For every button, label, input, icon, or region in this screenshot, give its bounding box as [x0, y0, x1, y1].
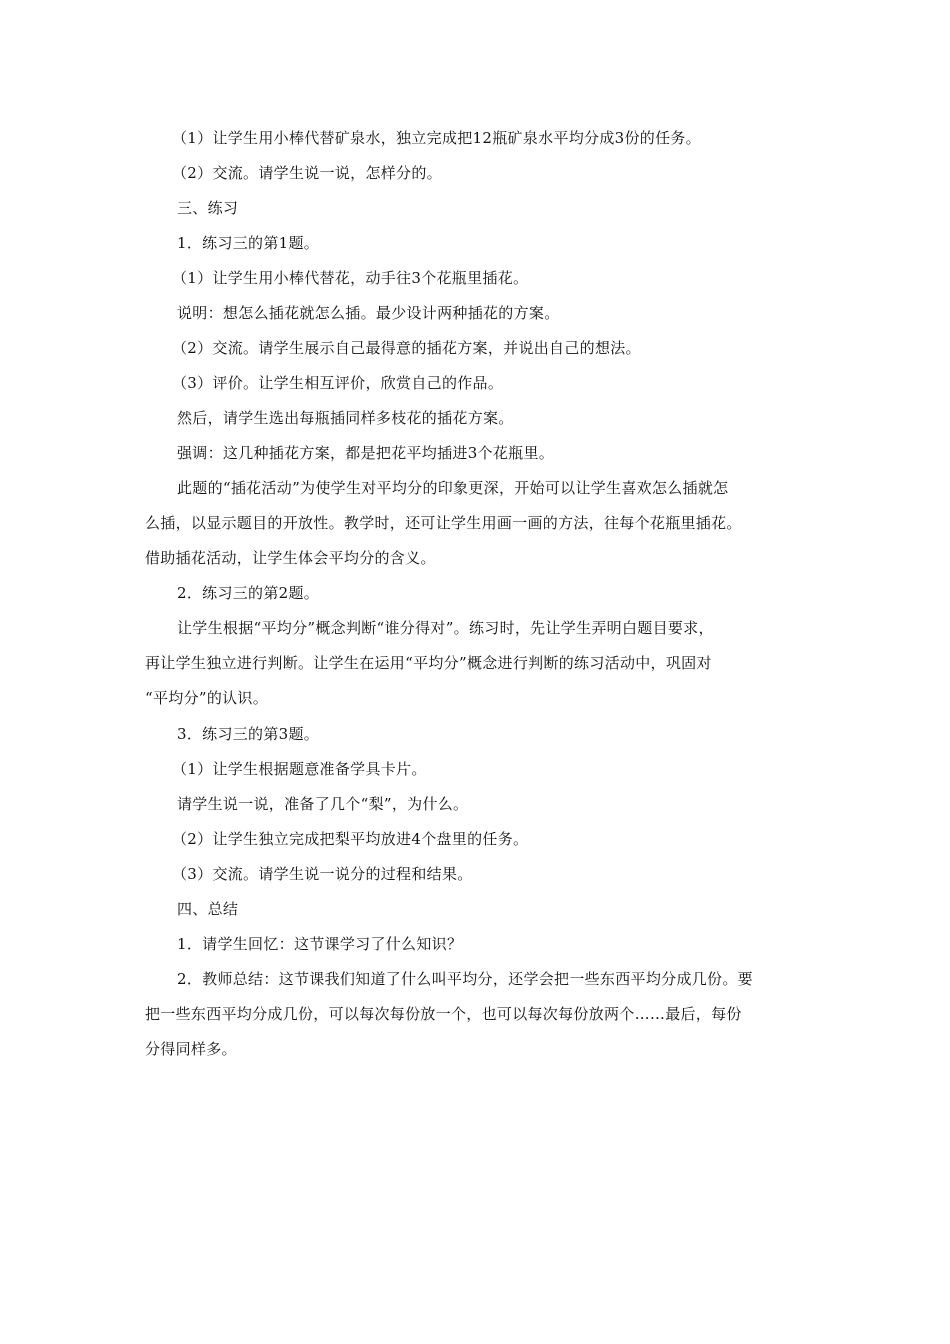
paragraph-line: 然后，请学生选出每瓶插同样多枝花的插花方案。 [177, 409, 514, 427]
paragraph-line: （3）评价。让学生相互评价，欣赏自己的作品。 [172, 374, 504, 392]
paragraph-line: 说明：想怎么插花就怎么插。最少设计两种插花的方案。 [177, 304, 560, 322]
paragraph-line: 借助插花活动，让学生体会平均分的含义。 [145, 549, 436, 567]
paragraph-line: （2）让学生独立完成把梨平均放进4个盘里的任务。 [172, 830, 529, 848]
paragraph-line: “平均分”的认识。 [145, 689, 269, 707]
paragraph-line: （1）让学生用小棒代替矿泉水，独立完成把12瓶矿泉水平均分成3份的任务。 [172, 129, 701, 147]
paragraph-line: 请学生说一说，准备了几个“梨”，为什么。 [177, 795, 469, 813]
paragraph-line: 2．教师总结：这节课我们知道了什么叫平均分，还学会把一些东西平均分成几份。要 [177, 970, 753, 988]
paragraph-line: 再让学生独立进行判断。让学生在运用“平均分”概念进行判断的练习活动中，巩固对 [145, 654, 712, 672]
paragraph-line: 2．练习三的第2题。 [177, 584, 320, 602]
paragraph-line: 把一些东西平均分成几份，可以每次每份放一个，也可以每次每份放两个……最后，每份 [145, 1005, 742, 1023]
paragraph-line: （1）让学生根据题意准备学具卡片。 [172, 760, 427, 778]
paragraph-line: （1）让学生用小棒代替花，动手往3个花瓶里插花。 [172, 269, 529, 287]
paragraph-line: 3．练习三的第3题。 [177, 725, 320, 743]
paragraph-line: 让学生根据“平均分”概念判断“谁分得对”。练习时，先让学生弄明白题目要求， [177, 619, 714, 637]
section-heading: 四、总结 [177, 900, 239, 918]
section-heading: 三、练习 [177, 199, 239, 217]
paragraph-line: 分得同样多。 [145, 1040, 237, 1058]
paragraph-line: 强调：这几种插花方案，都是把花平均插进3个花瓶里。 [177, 444, 555, 462]
paragraph-line: （2）交流。请学生展示自己最得意的插花方案，并说出自己的想法。 [172, 339, 641, 357]
paragraph-line: （2）交流。请学生说一说，怎样分的。 [172, 164, 442, 182]
paragraph-line: （3）交流。请学生说一说分的过程和结果。 [172, 865, 473, 883]
paragraph-line: 此题的“插花活动”为使学生对平均分的印象更深，开始可以让学生喜欢怎么插就怎 [177, 479, 729, 497]
paragraph-line: 么插，以显示题目的开放性。教学时，还可让学生用画一画的方法，往每个花瓶里插花。 [145, 514, 742, 532]
paragraph-line: 1．练习三的第1题。 [177, 234, 320, 252]
paragraph-line: 1．请学生回忆：这节课学习了什么知识？ [177, 935, 463, 953]
